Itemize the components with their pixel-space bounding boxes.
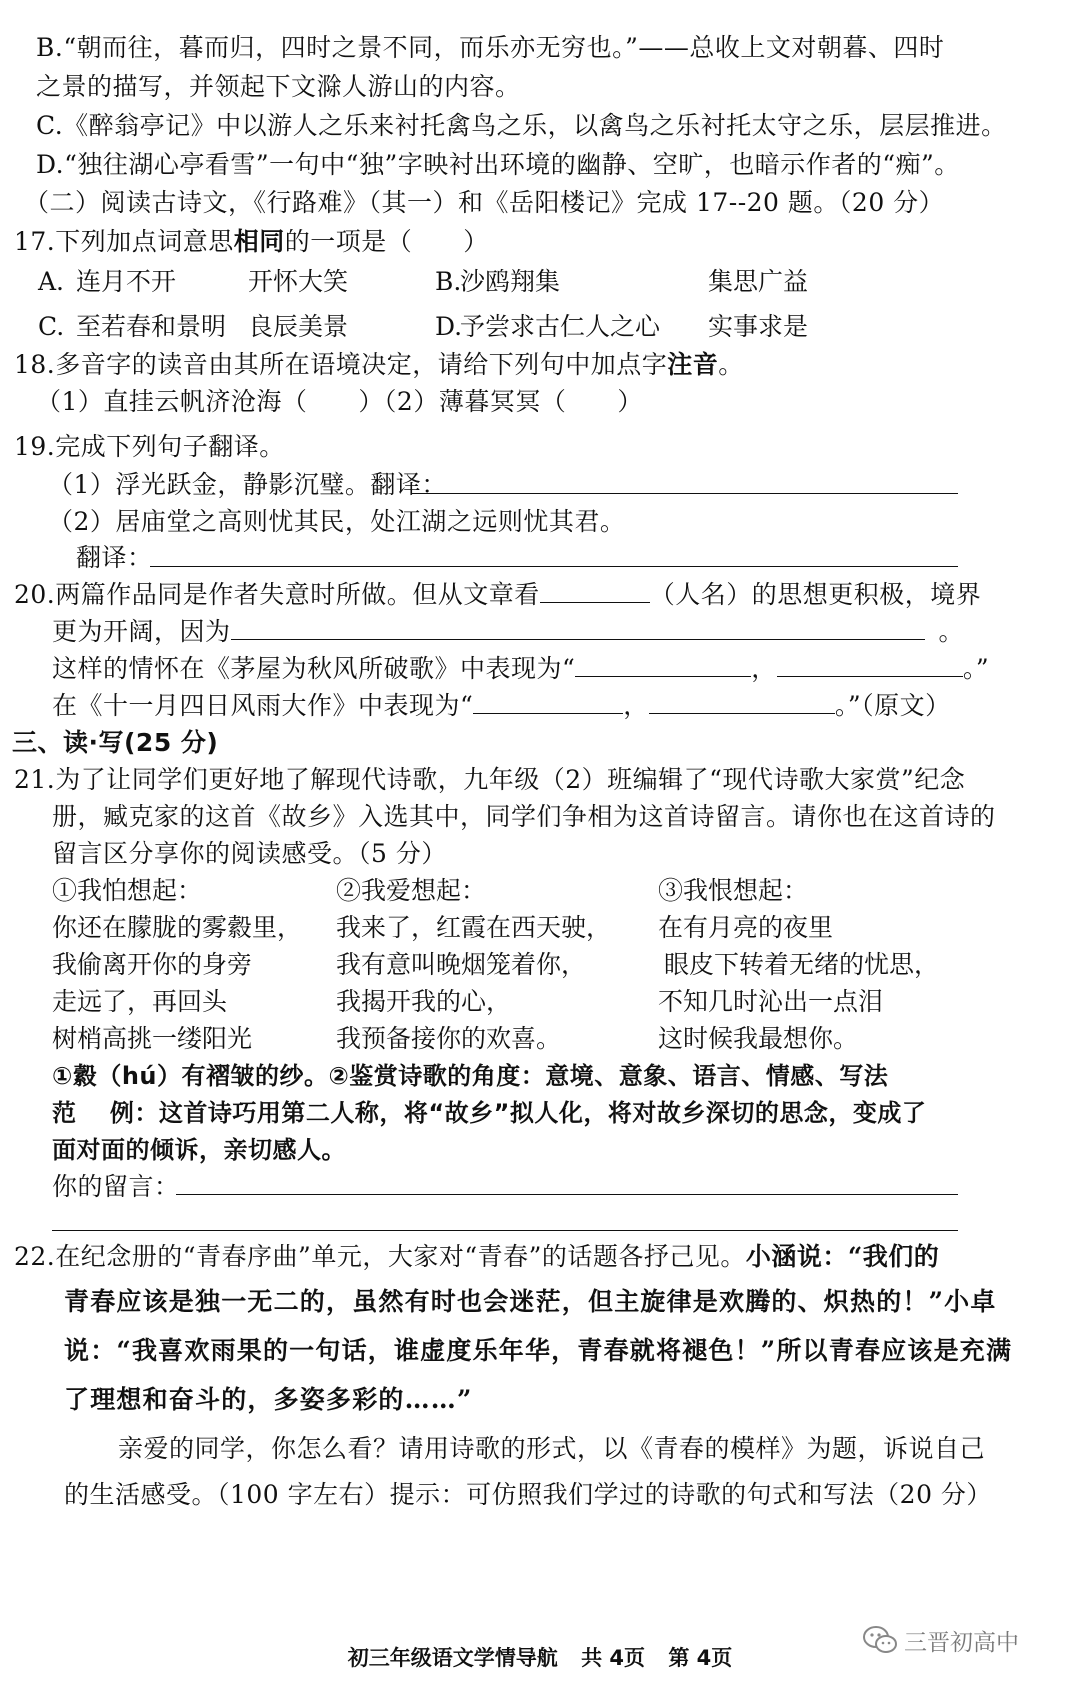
poem-stanza-3-line: 眼皮下转着无绪的忧思， (664, 950, 940, 979)
section-3-heading: 三、读·写(25 分) (12, 728, 219, 757)
question-19-sentence-2: （2）居庙堂之高则忧其民，处江湖之远则忧其君。 (48, 507, 626, 536)
watermark-text: 三晋初高中 (904, 1629, 1019, 1656)
q20-blank-3b[interactable] (777, 652, 963, 677)
q17-option-c-word1: 至若春和景明 (76, 312, 227, 341)
q20-blank-name[interactable] (540, 578, 650, 603)
q17-option-c-word2: 良辰美景 (248, 312, 349, 341)
q19-answer-line-2[interactable] (150, 566, 958, 567)
question-20-line1: 20.两篇作品同是作者失意时所做。但从文章看 （人名）的思想更积极，境界 (14, 580, 982, 609)
question-21-note: ①縠（hú）有褶皱的纱。②鉴赏诗歌的角度：意境、意象、语言、情感、写法 (52, 1062, 889, 1090)
q20-blank-3a[interactable] (575, 652, 751, 677)
poem-stanza-2-line: 我揭开我的心， (336, 987, 512, 1016)
question-21-answer-label: 你的留言： (52, 1172, 180, 1201)
question-22-line1: 22.在纪念册的“青春序曲”单元，大家对“青春”的话题各抒己见。小涵说：“我们的 (14, 1242, 940, 1271)
poem-stanza-1-line: 你还在朦胧的雾縠里， (52, 913, 303, 942)
question-21-example-cont: 面对面的倾诉，亲切感人。 (52, 1136, 346, 1164)
question-17-stem: 17.下列加点词意思相同的一项是（ ） (14, 227, 489, 256)
question-22-line4: 了理想和奋斗的，多姿多彩的……” (64, 1385, 473, 1414)
q20-blank-4a[interactable] (473, 689, 623, 714)
option-c: C.《醉翁亭记》中以游人之乐来衬托禽鸟之乐，以禽鸟之乐衬托太守之乐，层层推进。 (36, 111, 1007, 140)
q17-option-b-word1: 沙鸥翔集 (460, 267, 561, 296)
q19-answer-line-1[interactable] (412, 493, 958, 494)
poem-stanza-1-line: 我偷离开你的身旁 (52, 950, 253, 979)
footer-page: 第 4页 (668, 1646, 733, 1670)
question-20-line4: 在《十一月四日风雨大作》中表现为“ ， 。”（原文） (52, 691, 951, 720)
poem-stanza-1-line: 树梢高挑一缕阳光 (52, 1024, 253, 1053)
q20-blank-4b[interactable] (649, 689, 835, 714)
question-22-prompt-line1: 亲爱的同学，你怎么看？请用诗歌的形式，以《青春的模样》为题，诉说自己 (118, 1434, 986, 1463)
q17-option-a-word2: 开怀大笑 (248, 267, 349, 296)
question-18-stem: 18.多音字的读音由其所在语境决定，请给下列句中加点字注音。 (14, 350, 744, 379)
poem-stanza-2-line: 我有意叫晚烟笼着你， (336, 950, 587, 979)
question-19-sentence-1: （1）浮光跃金，静影沉璧。翻译： (48, 470, 447, 499)
question-22-line3: 说：“我喜欢雨果的一句话，谁虚度乐年华，青春就将褪色！”所以青春应该是充满 (64, 1336, 1013, 1365)
q20-blank-reason[interactable] (231, 615, 925, 640)
question-18-items: （1）直挂云帆济沧海（ ）（2）薄暮冥冥（ ） (36, 387, 643, 416)
q21-answer-line-2[interactable] (52, 1230, 958, 1231)
question-20-line2: 更为开阔，因为 。 (52, 617, 965, 646)
q17-option-d-word2: 实事求是 (708, 312, 809, 341)
wechat-icon (862, 1625, 898, 1655)
question-21-line3: 留言区分享你的阅读感受。（5 分） (52, 839, 447, 868)
question-21-line1: 21.为了让同学们更好地了解现代诗歌，九年级（2）班编辑了“现代诗歌大家赏”纪念 (14, 765, 966, 794)
option-d: D.“独往湖心亭看雪”一句中“独”字映衬出环境的幽静、空旷，也暗示作者的“痴”。 (36, 150, 960, 179)
poem-stanza-1-title: ①我怕想起： (52, 876, 203, 905)
q17-option-d-word1: 予尝求古仁人之心 (460, 312, 661, 341)
question-22-line2: 青春应该是独一无二的，虽然有时也会迷茫，但主旋律是欢腾的、炽热的！”小卓 (64, 1287, 997, 1316)
q17-option-d-label: D. (435, 312, 463, 341)
footer-title: 初三年级语文学情导航 (347, 1646, 558, 1670)
q21-answer-line-1[interactable] (176, 1194, 958, 1195)
q17-option-b-word2: 集思广益 (708, 267, 809, 296)
poem-stanza-2-line: 我来了，红霞在西天驶， (336, 913, 612, 942)
footer-total: 共 4页 (581, 1646, 645, 1670)
question-21-line2: 册，臧克家的这首《故乡》入选其中，同学们争相为这首诗留言。请你也在这首诗的 (52, 802, 996, 831)
q17-option-a-word1: 连月不开 (76, 267, 177, 296)
question-21-example: 范 例：这首诗巧用第二人称，将“故乡”拟人化，将对故乡深切的思念，变成了 (52, 1099, 927, 1127)
question-20-line3: 这样的情怀在《茅屋为秋风所破歌》中表现为“ ， 。” (52, 654, 990, 683)
poem-stanza-1-line: 走远了，再回头 (52, 987, 228, 1016)
q17-option-b-label: B. (435, 267, 462, 296)
option-b-line1: B.“朝而往，暮而归，四时之景不同，而乐亦无穷也。”——总收上文对朝暮、四时 (36, 33, 945, 62)
question-19-translate-label: 翻译： (76, 543, 153, 572)
poem-stanza-3-line: 在有月亮的夜里 (658, 913, 834, 942)
q17-option-c-label: C. (38, 312, 65, 341)
question-22-prompt-line2: 的生活感受。（100 字左右）提示：可仿照我们学过的诗歌的句式和写法（20 分） (64, 1480, 992, 1509)
poem-stanza-3-line: 这时候我最想你。 (658, 1024, 859, 1053)
option-b-line2: 之景的描写，并领起下文滁人游山的内容。 (36, 72, 521, 101)
section-2-heading: （二）阅读古诗文，《行路难》（其一）和《岳阳楼记》完成 17--20 题。（20 分） (24, 188, 945, 217)
q17-option-a-label: A. (38, 267, 65, 296)
question-19-stem: 19.完成下列句子翻译。 (14, 432, 285, 461)
poem-stanza-2-line: 我预备接你的欢喜。 (336, 1024, 562, 1053)
watermark (862, 1622, 1019, 1658)
poem-stanza-3-title: ③我恨想起： (658, 876, 809, 905)
poem-stanza-3-line: 不知几时沁出一点泪 (658, 987, 884, 1016)
poem-stanza-2-title: ②我爱想起： (336, 876, 487, 905)
